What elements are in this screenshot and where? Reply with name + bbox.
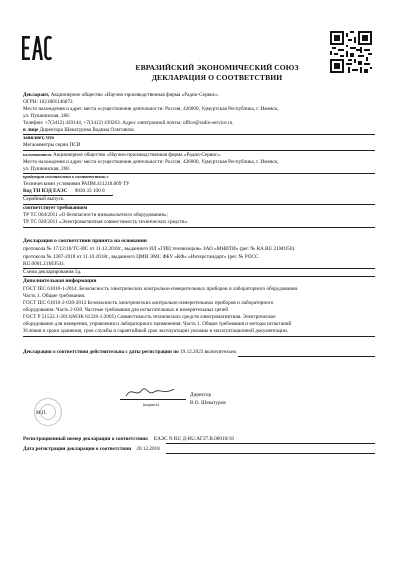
registration-number-label: Регистрационный номер декларации о соответствии:	[23, 436, 149, 442]
header-union: ЕВРАЗИЙСКИЙ ЭКОНОМИЧЕСКИЙ СОЮЗ	[135, 63, 299, 72]
basis-line-2: протокола № 1387-2018 от 11.10.2018г., выданного ЦМИ ЭМС ФБУ «КФ» «Интерстандарт» (рег. № РОСС	[23, 254, 259, 260]
compliance-item-1: ТР ТС 004/2011 «О безопасности низковольтного оборудования»;	[23, 212, 168, 218]
compliance-item-2: ТР ТС 020/2011 «Электромагнитная совместимость технических средств».	[23, 219, 189, 225]
claims-label: заявляет, что	[23, 135, 54, 141]
registration-date-line	[23, 446, 160, 452]
divider	[23, 134, 375, 135]
manufacturer-address-2: ул. Пушкинская, 268.	[23, 166, 71, 172]
declarant-address-1: Место нахождения и адрес места осуществления деятельности: Россия, 426000, Удмуртская Республика, г. Ижевск,	[23, 106, 279, 112]
registration-number-line	[23, 436, 234, 442]
registration-number: ЕАЭС N RU Д-RU.АГ27.В.00010/18	[153, 436, 234, 442]
person-name: Директора Шекатурова Вадима Олеговича	[39, 127, 134, 133]
validity-line	[23, 349, 238, 355]
additional-line: оборудования. Часть 2-030. Частные требования для испытательных и измерительных цепей	[23, 307, 228, 313]
manufacturer-line	[23, 152, 221, 158]
registration-date-label: Дата регистрации декларации о соответствии	[23, 446, 132, 452]
divider	[23, 276, 375, 277]
basis-label: Декларация о соответствии принята на основании	[23, 238, 147, 244]
manufacturer-name: Акционерное общество «Научно-производственная фирма «Радио-Сервис».	[52, 152, 222, 158]
additional-line: ГОСТ Р 51522.1-2011(МЭК 61326-1:2005) Совместимость технических средств электромагнитная. Электрическое	[23, 314, 276, 320]
declarant-person-line	[23, 127, 134, 133]
person-label: в лице	[23, 127, 39, 133]
validity-underline	[238, 356, 375, 357]
production-label: продукция изготовлена в соответствии с	[23, 174, 109, 179]
validity-label: Декларация о соответствии действительна с даты регистрации по	[23, 349, 179, 355]
additional-line: ГОСТ IEC 61010-1-2014. Безопасность электрических контрольно-измерительных приборов и лабораторного оборудования.	[23, 286, 299, 292]
additional-label: Дополнительная информация	[23, 278, 97, 284]
additional-line: оборудование для измерения, управления и лабораторного применения. Часть 1. Общие требования и методы испытаний	[23, 321, 292, 327]
declarant-ogrn: ОГРН: 1021801146872.	[23, 99, 74, 105]
tnved-code-line	[23, 188, 105, 194]
production-type: Серийный выпуск.	[23, 196, 65, 202]
director-label: Директор	[190, 392, 212, 398]
signature-caption: (подпись)	[143, 403, 159, 407]
manufacturer-address-1: Место нахождения и адрес места осуществления деятельности: Россия, 426000, Удмуртская Республика, г. Ижевск,	[23, 159, 279, 165]
divider	[23, 150, 375, 151]
basis-line-3: RU.0001.21МЭ54).	[23, 261, 65, 267]
validity-suffix: включительно.	[204, 349, 238, 355]
declarant-label: Декларант,	[23, 92, 50, 98]
basis-line-1: протокола № 17/12/18/ТС-ИС от 11.12.2018г., выданного ИЛ «ГИЦ телевизоров» ЗАО «МНИТИ» (рег. № RA.RU.21МО56).	[23, 246, 296, 252]
manufacturer-label: изготовитель	[23, 152, 52, 157]
eac-mark-icon	[22, 34, 52, 62]
header-title: ДЕКЛАРАЦИЯ О СООТВЕТСТВИИ	[151, 73, 283, 82]
additional-line: Условия и сроки хранения, срок службы и гарантийный срок эксплуатации указаны в эксплуатационной документации.	[23, 328, 289, 334]
declarant-line	[23, 92, 219, 98]
signature-icon	[124, 384, 176, 400]
registration-date-underline	[166, 453, 375, 454]
mp-label: М.П.	[36, 410, 47, 416]
declarant-name: Акционерное общество «Научно-производственная фирма «Радио-Сервис».	[50, 92, 219, 98]
registration-underline	[166, 443, 375, 444]
declarant-address-2: ул. Пушкинская, 268.	[23, 113, 71, 119]
registration-date: 20.12.2018	[136, 446, 160, 452]
director-name: В.О. Шекатуров	[190, 400, 226, 406]
tnved-code-label: Код ТН ВЭД ЕАЭС	[23, 188, 68, 194]
validity-date: 19.12.2023	[180, 349, 204, 355]
divider	[23, 336, 375, 337]
product-name: Мегаомметры серии ПСИ	[23, 142, 81, 148]
divider	[23, 227, 375, 228]
seal-stamp	[34, 398, 62, 426]
declarant-contacts: Телефон: +7(3412) 439144, +7(3412) 439263. Адрес электронной почты: office@radio-service.ru.	[23, 120, 234, 126]
compliance-label: соответствует требованиям	[23, 205, 88, 211]
additional-line: Часть 1. Общие требования.	[23, 293, 86, 299]
basis-scheme: Схема декларирования 3д.	[23, 269, 82, 275]
tnved-code: 9030 33 100 0	[74, 188, 105, 194]
additional-line: ГОСТ IEC 61010-2-030-2013 Безопасность электрических контрольно-измерительных приборов и лабораторного	[23, 300, 274, 306]
production-spec: Техническими условиями РАПМ.411218.009 ТУ	[23, 181, 130, 187]
